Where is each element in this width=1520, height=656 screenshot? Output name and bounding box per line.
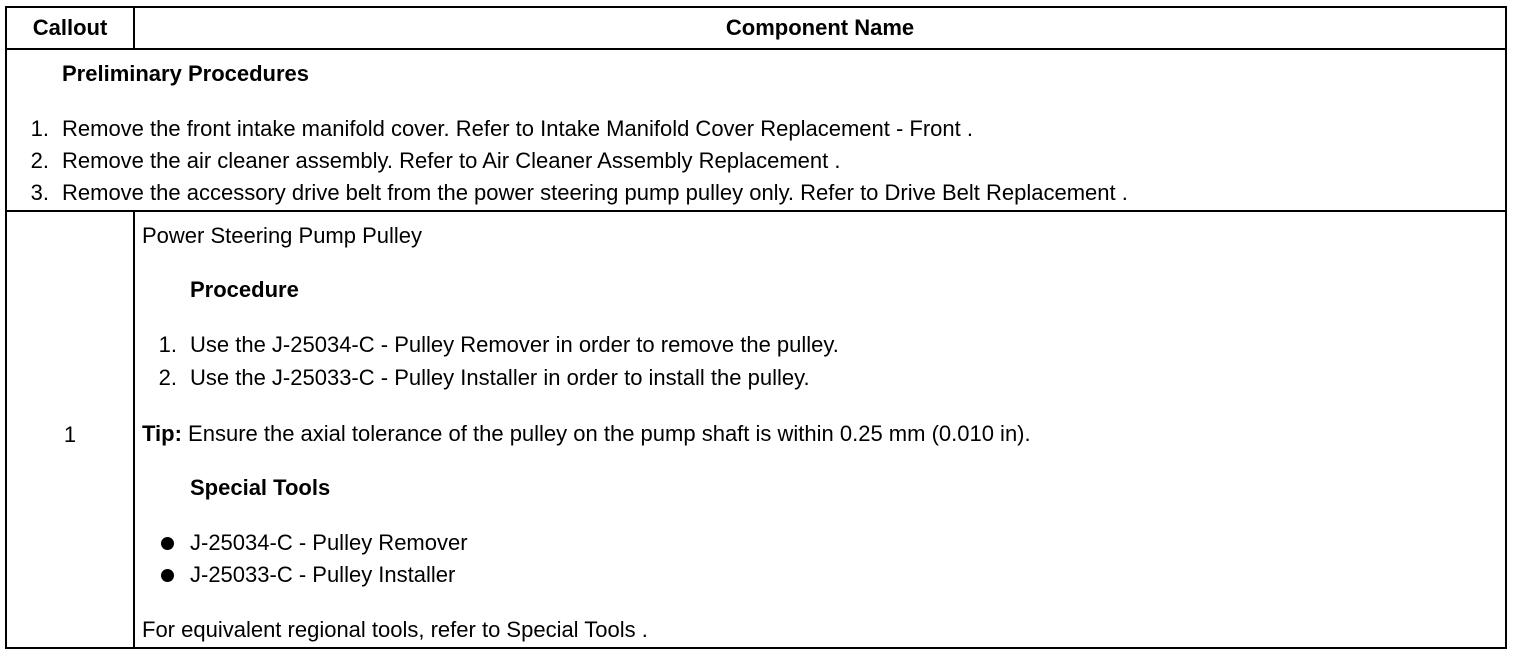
regional-tools-note: For equivalent regional tools, refer to Special Tools . <box>142 617 648 642</box>
tip-text: Ensure the axial tolerance of the pulley on the pump shaft is within 0.25 mm (0.010 in). <box>188 421 1031 446</box>
preliminary-step-text: Remove the front intake manifold cover. Refer to Intake Manifold Cover Replacement - Front . <box>62 116 973 141</box>
tip-line <box>142 421 1031 447</box>
component-table <box>5 6 1507 649</box>
procedure-step-number: 2. <box>158 365 177 390</box>
column-divider <box>133 212 135 649</box>
procedure-step-text: Use the J-25033-C - Pulley Installer in order to install the pulley. <box>190 365 810 390</box>
callout-column-header: Callout <box>7 8 135 48</box>
bullet-icon <box>161 537 174 550</box>
callout-number: 1 <box>63 422 77 447</box>
component-name-column-header: Component Name <box>725 15 915 40</box>
preliminary-step-text: Remove the air cleaner assembly. Refer to Air Cleaner Assembly Replacement . <box>62 148 841 173</box>
special-tool-item: J-25033-C - Pulley Installer <box>190 562 456 587</box>
table-header <box>7 8 1505 50</box>
preliminary-step-number: 1. <box>30 116 49 141</box>
procedure-step-number: 1. <box>158 332 177 357</box>
preliminary-step-text: Remove the accessory drive belt from the power steering pump pulley only. Refer to Drive Belt Replacement . <box>62 180 1128 205</box>
preliminary-procedures-title: Preliminary Procedures <box>62 61 310 86</box>
bullet-icon <box>161 569 174 582</box>
tip-label: Tip: <box>142 421 182 446</box>
procedure-step-text: Use the J-25034-C - Pulley Remover in order to remove the pulley. <box>190 332 839 357</box>
special-tools-title: Special Tools <box>190 475 331 500</box>
preliminary-step-number: 2. <box>30 148 49 173</box>
component-name: Power Steering Pump Pulley <box>142 223 423 248</box>
preliminary-procedures-section <box>7 50 1505 212</box>
preliminary-step-number: 3. <box>30 180 49 205</box>
procedure-title: Procedure <box>190 277 299 302</box>
special-tool-item: J-25034-C - Pulley Remover <box>190 530 468 555</box>
